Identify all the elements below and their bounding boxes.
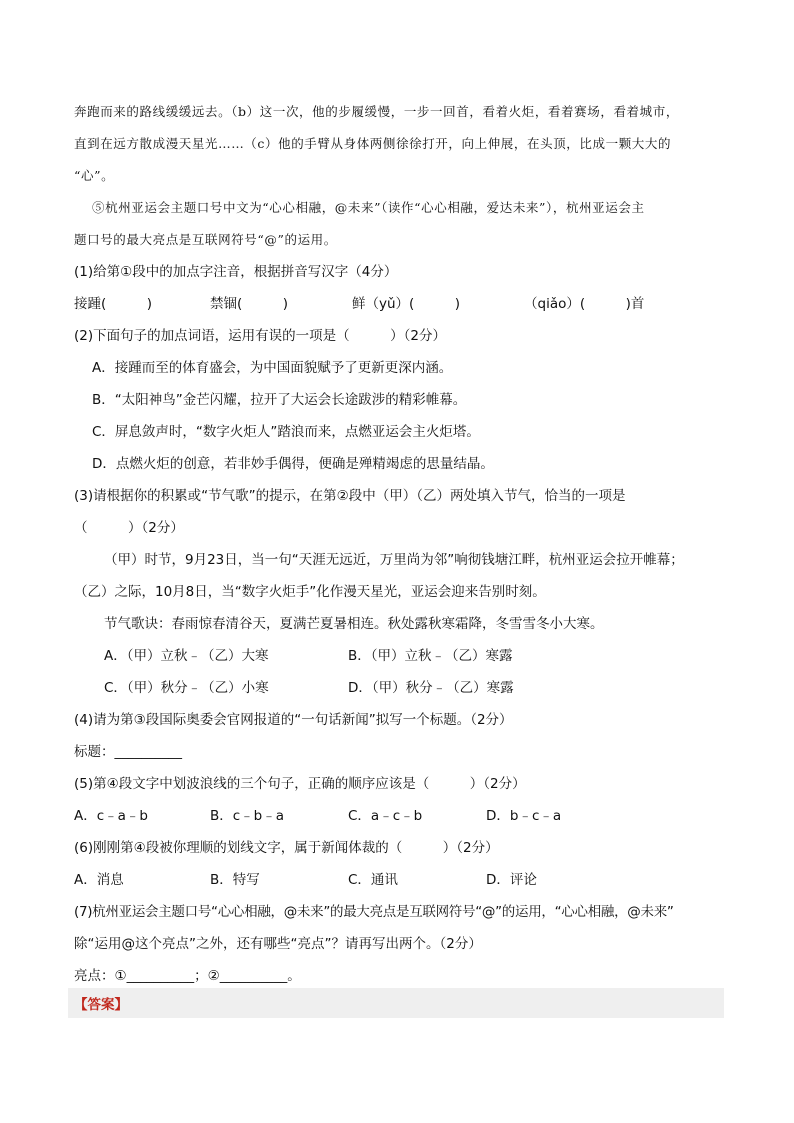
question-1-item-1: 接踵( ) [74, 296, 153, 312]
question-3-option-c: C．（甲）秋分﹣（乙）小寒 [104, 680, 269, 696]
question-2-option-b: B．“太阳神鸟”金芒闪耀，拉开了大运会长途跋涉的精彩帷幕。 [92, 392, 467, 408]
question-2-stem: (2)下面句子的加点词语，运用有误的一项是（ ）（2分） [74, 328, 446, 344]
question-5-option-c: C．a﹣c﹣b [348, 808, 423, 824]
question-3-option-d: D．（甲）秋分﹣（乙）寒露 [348, 680, 514, 696]
question-6-option-a: A．消息 [74, 872, 124, 888]
question-1-item-4: （qiǎo）( )首 [524, 296, 645, 312]
answer-heading: 【答案】 [74, 997, 128, 1013]
question-5-stem: (5)第④段文字中划波浪线的三个句子，正确的顺序应该是（ ）（2分） [74, 776, 526, 792]
paragraph-5-line-1: ⑤杭州亚运会主题口号中文为“心心相融，@未来”（读作“心心相融，爱达未来”），杭州亚运会主 [92, 200, 645, 215]
question-3-stem-line-1: (3)请根据你的积累或“节气歌”的提示，在第②段中（甲）（乙）两处填入节气，恰当的一项是 [74, 488, 626, 504]
question-6-option-b: B．特写 [210, 872, 260, 888]
question-6-stem: (6)刚刚第④段被你理顺的划线文字，属于新闻体裁的（ ）（2分） [74, 840, 499, 856]
passage-line-3: “心”。 [74, 168, 115, 183]
question-3-text-line-2: （乙）之际，10月8日，当“数字火炬手”化作漫天星光，亚运会迎来告别时刻。 [74, 584, 546, 600]
question-5-option-b: B．c﹣b﹣a [210, 808, 285, 824]
question-5-option-a: A．c﹣a﹣b [74, 808, 148, 824]
question-2-option-d: D．点燃火炬的创意，若非妙手偶得，便确是殚精竭虑的思量结晶。 [92, 456, 494, 472]
question-7-answer-line: 亮点：①__________；②__________。 [74, 968, 301, 984]
passage-line-1: 奔跑而来的路线缓缓远去。（b）这一次，他的步履缓慢，一步一回首，看着火炬，看着赛场，看着城市， [74, 104, 679, 119]
question-3-option-b: B．（甲）立秋﹣（乙）寒露 [348, 648, 513, 664]
question-6-option-c: C．通讯 [348, 872, 398, 888]
question-3-stem-line-2: （ ）（2分） [74, 520, 184, 536]
question-7-stem-line-1: (7)杭州亚运会主题口号“心心相融，@未来”的最大亮点是互联网符号“@”的运用，“心心相融，@未来” [74, 904, 674, 920]
question-1-item-2: 禁锢( ) [210, 296, 289, 312]
question-4-answer-line: 标题：__________ [74, 744, 182, 760]
question-7-stem-line-2: 除“运用@这个亮点”之外，还有哪些“亮点”？请再写出两个。（2分） [74, 936, 482, 952]
question-6-option-d: D．评论 [486, 872, 537, 888]
question-3-option-a: A．（甲）立秋﹣（乙）大寒 [104, 648, 269, 664]
question-1-item-3: 鲜（yǔ）( ) [352, 296, 461, 312]
answer-section-bar [68, 988, 724, 1018]
question-3-solar-term-song: 节气歌诀：春雨惊春清谷天，夏满芒夏暑相连。秋处露秋寒霜降，冬雪雪冬小大寒。 [104, 616, 604, 632]
question-2-option-c: C．屏息敛声时，“数字火炬人”踏浪而来，点燃亚运会主火炬塔。 [92, 424, 480, 440]
question-3-text-line-1: （甲）时节，9月23日，当一句“天涯无远近，万里尚为邻”响彻钱塘江畔，杭州亚运会拉开帷幕； [104, 552, 684, 568]
question-4-stem: (4)请为第③段国际奥委会官网报道的“一句话新闻”拟写一个标题。（2分） [74, 712, 513, 728]
question-5-option-d: D．b﹣c﹣a [486, 808, 562, 824]
paragraph-5-line-2: 题口号的最大亮点是互联网符号“@”的运用。 [74, 232, 337, 247]
passage-line-2: 直到在远方散成漫天星光……（c）他的手臂从身体两侧徐徐打开，向上伸展，在头顶，比成一颗大大的 [74, 136, 672, 151]
question-2-option-a: A．接踵而至的体育盛会，为中国面貌赋予了更新更深内涵。 [92, 360, 453, 376]
question-1-stem: (1)给第①段中的加点字注音，根据拼音写汉字（4分） [74, 264, 398, 280]
